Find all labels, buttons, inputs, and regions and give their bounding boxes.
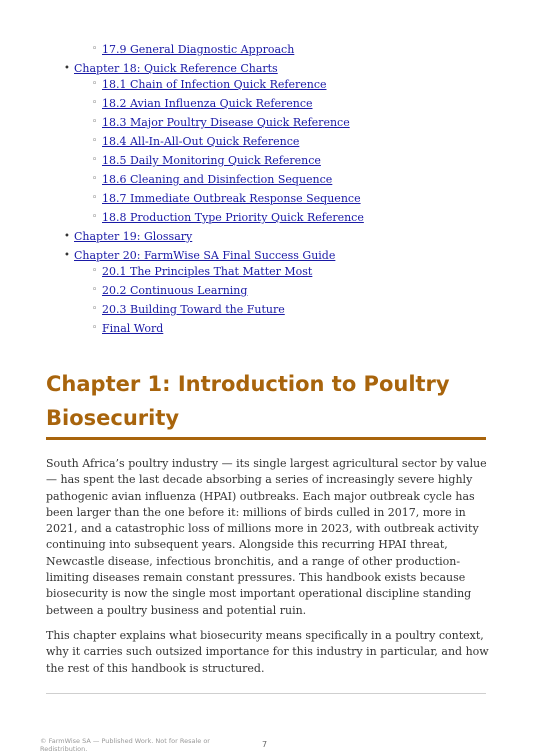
toc-link[interactable]: Chapter 19: Glossary — [74, 230, 193, 243]
toc-link[interactable]: 17.9 General Diagnostic Approach — [102, 43, 295, 56]
circle-bullet-icon: ◦ — [92, 98, 98, 108]
circle-bullet-icon: ◦ — [92, 266, 98, 276]
toc-item[interactable] — [92, 43, 295, 57]
toc-item[interactable] — [92, 78, 327, 92]
toc-link[interactable]: 18.6 Cleaning and Disinfection Sequence — [102, 173, 333, 186]
circle-bullet-icon: ◦ — [92, 285, 98, 295]
toc-chapter-item[interactable] — [64, 62, 278, 76]
page-number: 7 — [262, 740, 268, 749]
body-paragraph: This chapter explains what biosecurity means specifically in a poultry context, why it carries such outsized importance for this industry in particular, and how the rest of this handbook is structured. — [46, 629, 489, 675]
toc-item[interactable] — [92, 192, 361, 206]
section-divider — [46, 693, 486, 694]
toc-item[interactable] — [92, 303, 285, 317]
toc-link[interactable]: 18.2 Avian Influenza Quick Reference — [102, 97, 313, 110]
toc-item[interactable] — [92, 265, 313, 279]
circle-bullet-icon: ◦ — [92, 44, 98, 54]
circle-bullet-icon: ◦ — [92, 212, 98, 222]
bullet-icon: • — [64, 231, 70, 242]
toc-link[interactable]: Final Word — [102, 322, 164, 335]
toc-chapter-item[interactable] — [64, 230, 193, 244]
circle-bullet-icon: ◦ — [92, 174, 98, 184]
toc-link[interactable]: Chapter 20: FarmWise SA Final Success Guide — [74, 249, 336, 262]
copyright-footer: © FarmWise SA — Published Work. Not for Resale or Redistribution. — [40, 737, 210, 752]
toc-item[interactable] — [92, 211, 364, 225]
toc-item[interactable] — [92, 173, 333, 187]
circle-bullet-icon: ◦ — [92, 79, 98, 89]
circle-bullet-icon: ◦ — [92, 155, 98, 165]
bullet-icon: • — [64, 250, 70, 261]
circle-bullet-icon: ◦ — [92, 193, 98, 203]
toc-link[interactable]: 18.3 Major Poultry Disease Quick Reference — [102, 116, 350, 129]
toc-chapter-item[interactable] — [64, 249, 336, 263]
toc-item[interactable] — [92, 97, 313, 111]
toc-link[interactable]: Chapter 18: Quick Reference Charts — [74, 62, 278, 75]
body-paragraph: South Africa’s poultry industry — its single largest agricultural sector by value — has spent the last decade absorbing a series of increasingly severe highly pathogenic avian influenza (HPAI) outbreaks. Each major outbreak cycle has been larger than the one before it: millions of birds culled in 2017, more in 2021, and a catastrophic loss of millions more in 2023, with outbreak activity continuing into subsequent years. Alongside this recurring HPAI threat, Newcastle disease, infectious bronchitis, and a range of other production-limiting diseases remain constant pressures. This handbook exists because biosecurity is now the single most important operational discipline standing between a poultry business and potential ruin. — [46, 457, 487, 617]
toc-link[interactable]: 20.1 The Principles That Matter Most — [102, 265, 313, 278]
bullet-icon: • — [64, 63, 70, 74]
circle-bullet-icon: ◦ — [92, 117, 98, 127]
toc-item[interactable] — [92, 135, 300, 149]
toc-item[interactable] — [92, 284, 248, 298]
circle-bullet-icon: ◦ — [92, 136, 98, 146]
circle-bullet-icon: ◦ — [92, 304, 98, 314]
toc-link[interactable]: 18.7 Immediate Outbreak Response Sequence — [102, 192, 361, 205]
title-divider — [46, 437, 486, 440]
toc-link[interactable]: 20.3 Building Toward the Future — [102, 303, 285, 316]
toc-item[interactable] — [92, 154, 321, 168]
toc-item[interactable] — [92, 116, 350, 130]
chapter-title: Chapter 1: Introduction to Poultry Biosecurity — [46, 372, 450, 430]
circle-bullet-icon: ◦ — [92, 323, 98, 333]
toc-link[interactable]: 18.5 Daily Monitoring Quick Reference — [102, 154, 321, 167]
toc-link[interactable]: 18.1 Chain of Infection Quick Reference — [102, 78, 327, 91]
toc-link[interactable]: 20.2 Continuous Learning — [102, 284, 248, 297]
toc-link[interactable]: 18.8 Production Type Priority Quick Reference — [102, 211, 364, 224]
toc-link[interactable]: 18.4 All-In-All-Out Quick Reference — [102, 135, 300, 148]
toc-item[interactable] — [92, 322, 164, 336]
